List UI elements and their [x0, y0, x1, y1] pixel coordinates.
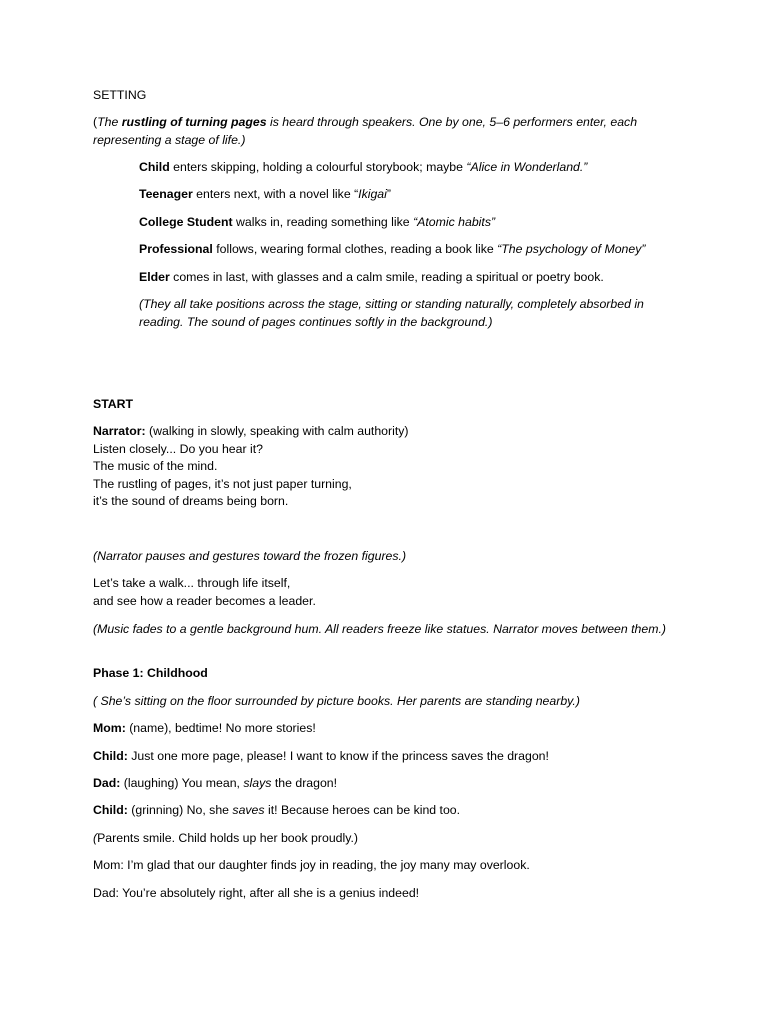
performer-professional: Professional follows, wearing formal clothes, reading a book like “The psychology of Money” [139, 242, 646, 256]
performer-college-student: College Student walks in, reading something like “Atomic habits” [139, 215, 496, 229]
dialogue-mom-1: Mom: (name), bedtime! No more stories! [93, 721, 316, 735]
performer-elder: Elder comes in last, with glasses and a calm smile, reading a spiritual or poetry book. [139, 270, 604, 284]
narrator-line: Listen closely... Do you hear it? [93, 441, 263, 456]
setting-heading: SETTING [93, 88, 147, 102]
narrator-line: it’s the sound of dreams being born. [93, 494, 289, 508]
performer-child: Child enters skipping, holding a colourful storybook; maybe “Alice in Wonderland.” [139, 160, 588, 174]
narrator-line: The music of the mind. [93, 459, 218, 473]
dialogue-dad-2: Dad: You’re absolutely right, after all she is a genius indeed! [93, 886, 420, 900]
narrator-line: The rustling of pages, it’s not just paper turning, [93, 476, 352, 491]
dialogue-mom-2: Mom: I’m glad that our daughter finds joy in reading, the joy many may overlook. [93, 858, 530, 872]
pause-note: (Narrator pauses and gestures toward the frozen figures.) [93, 549, 407, 563]
setting-intro: (The rustling of turning pages is heard through speakers. One by one, 5–6 performers enter, each representing a stage of life.) [93, 115, 638, 147]
dialogue-dad-1: Dad: (laughing) You mean, slays the dragon! [93, 776, 338, 790]
performer-teenager: Teenager enters next, with a novel like “Ikigai” [139, 187, 391, 201]
stage-note: (They all take positions across the stage, sitting or standing naturally, completely absorbed in reading. The sound of pages continues softly in the background.) [139, 297, 644, 329]
narrator-block: Narrator: (walking in slowly, speaking with calm authority) Listen closely... Do you hear it? The music of the mind. The rustling of pages, it’s not just paper turning, it’s the sound of dreams being born. [93, 423, 683, 511]
phase1-heading: Phase 1: Childhood [93, 666, 208, 680]
phase1-scene-note: ( She’s sitting on the floor surrounded by picture books. Her parents are standing nearby.) [93, 694, 580, 708]
parents-note: (Parents smile. Child holds up her book proudly.) [93, 831, 358, 845]
music-note: (Music fades to a gentle background hum. All readers freeze like statues. Narrator moves between them.) [93, 622, 666, 636]
dialogue-child-2: Child: (grinning) No, she saves it! Because heroes can be kind too. [93, 803, 461, 817]
walk-lines: Let’s take a walk... through life itself, and see how a reader becomes a leader. [93, 576, 316, 608]
dialogue-child-1: Child: Just one more page, please! I want to know if the princess saves the dragon! [93, 749, 549, 763]
start-heading: START [93, 397, 134, 411]
